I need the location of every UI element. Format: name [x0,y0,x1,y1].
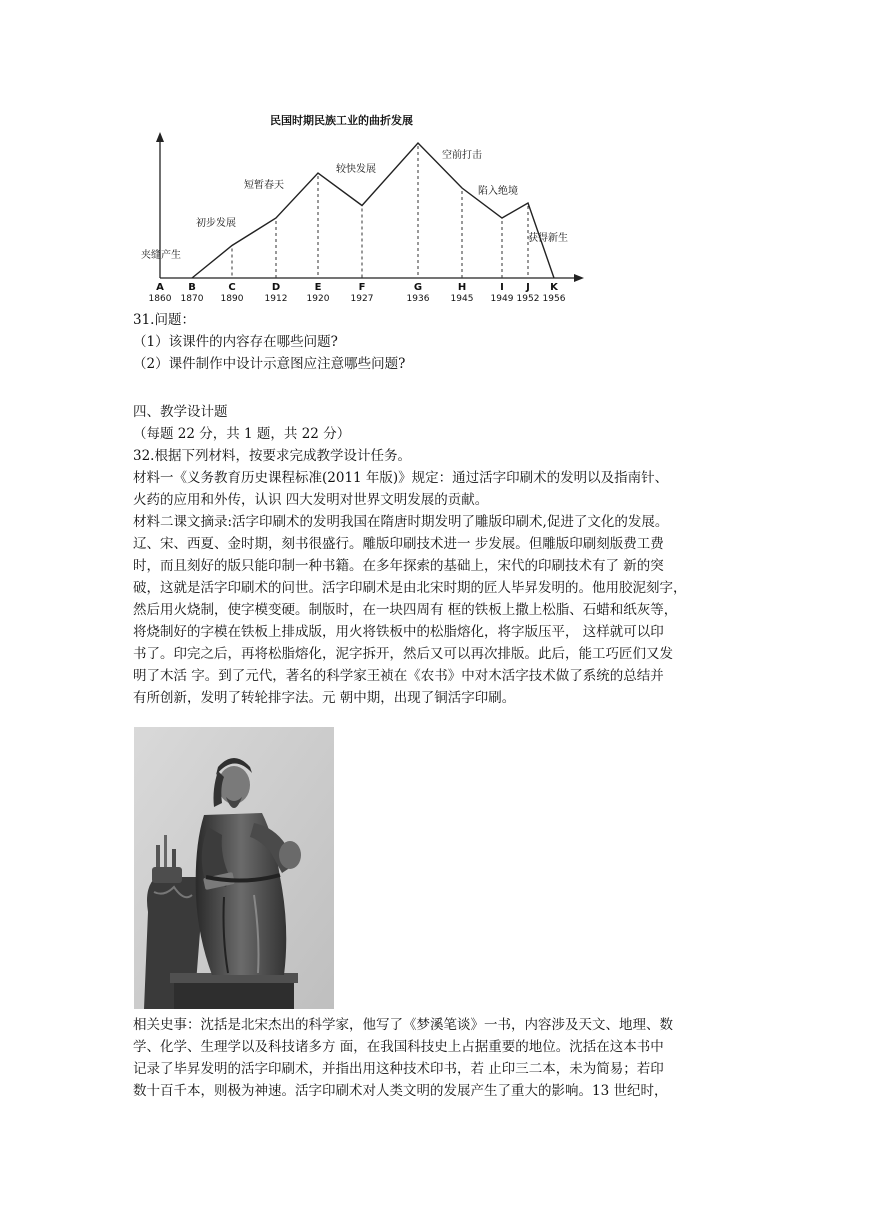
history-line: 相关史事：沈括是北宋杰出的科学家，他写了《梦溪笔谈》一书，内容涉及天文、地理、数 [133,1017,673,1033]
material-1-line: 材料一《义务教育历史课程标准(2011 年版)》规定：通过活字印刷术的发明以及指南针、 [133,470,669,486]
tick-letter-F: F [358,282,366,293]
statue-picture [134,727,334,1009]
tick-year-1927: 1927 [350,294,374,304]
q31-title: 31.问题： [133,312,195,328]
material-2-line: 有所创新，发明了转轮排字法。元 朝中期，出现了铜活字印刷。 [133,690,516,706]
tick-letter-D: D [271,282,281,293]
bi-sheng-statue-image [134,727,334,1009]
annotation-4: 较快发展 [336,164,376,175]
history-line: 数十百千本，则极为神速。活字印刷术对人类文明的发展产生了重大的影响。13 世纪时， [133,1083,668,1099]
material-2-line: 时，而且刻好的版只能印制一种书籍。在多年探索的基础上，宋代的印刷技术有了 新的突 [133,558,664,574]
tick-letter-J: J [526,282,530,293]
tick-year-1956: 1956 [542,294,566,304]
tick-year-1912: 1912 [264,294,288,304]
tick-letter-A: A [156,282,164,293]
tick-letter-B: B [188,282,196,293]
material-2-line: 书了。印完之后，再将松脂熔化，泥字拆开，然后又可以再次排版。此后，能工巧匠们又发 [133,646,673,662]
x-axis-arrow [574,274,584,282]
y-axis-arrow [156,132,164,142]
q31-sub2: （2）课件制作中设计示意图应注意哪些问题? [133,356,406,372]
material-2-line: 辽、宋、西夏、金时期，刻书很盛行。雕版印刷技术进一 步发展。但雕版印刷刻版费工费 [133,536,664,552]
tick-letter-E: E [314,282,322,293]
question-31 [133,309,745,375]
tick-letter-G: G [413,282,423,293]
tick-year-1952: 1952 [516,294,540,304]
tick-year-1860: 1860 [148,294,172,304]
material-2-line: 明了木活 字。到了元代，著名的科学家王祯在《农书》中对木活字技术做了系统的总结并 [133,668,664,684]
material-2-line: 材料二课文摘录:活字印刷术的发明我国在隋唐时期发明了雕版印刷术,促进了文化的发展。 [133,514,669,530]
tick-letter-H: H [457,282,467,293]
tick-year-1945: 1945 [450,294,474,304]
chart-title: 民国时期民族工业的曲折发展 [270,114,413,127]
tick-year-1920: 1920 [306,294,330,304]
tick-letter-K: K [550,282,558,293]
material-2-line: 破，这就是活字印刷术的问世。活字印刷术是由北宋时期的匠人毕昇发明的。他用胶泥刻字， [133,580,687,596]
section-heading: 四、教学设计题 [133,404,228,420]
annotation-3: 短暂春天 [244,180,284,191]
related-history [133,1014,745,1102]
industry-development-chart [141,108,590,304]
tick-letter-C: C [228,282,236,293]
annotation-7: 获得新生 [528,233,568,244]
tick-year-1936: 1936 [406,294,430,304]
q32-prompt: 32.根据下列材料，按要求完成教学设计任务。 [133,448,411,464]
section-score: （每题 22 分，共 1 题，共 22 分） [133,426,351,442]
material-1-line: 火药的应用和外传，认识 四大发明对世界文明发展的贡献。 [133,492,489,508]
material-2-line: 然后用火烧制，使字模变硬。制版时，在一块四周有 框的铁板上撒上松脂、石蜡和纸灰等， [133,602,678,618]
tick-year-1949: 1949 [490,294,514,304]
tick-year-1890: 1890 [220,294,244,304]
history-line: 记录了毕昇发明的活字印刷术，并指出用这种技术印书，若 止印三二本，未为简易；若印 [133,1061,664,1077]
material-2-line: 将烧制好的字模在铁板上排成版，用火将铁板中的松脂熔化，将字版压平， 这样就可以印 [133,624,664,640]
tick-letter-I: I [500,282,504,293]
annotation-1: 夹缝产生 [141,250,181,261]
q31-sub1: （1）该课件的内容存在哪些问题? [133,334,338,350]
annotation-6: 陷入绝境 [478,186,518,197]
section-4 [133,401,745,709]
history-line: 学、化学、生理学以及科技诸多方 面，在我国科技史上占据重要的地位。沈括在这本书中 [133,1039,664,1055]
chart-svg [141,108,590,304]
annotation-5: 空前打击 [442,150,482,161]
annotation-2: 初步发展 [196,218,236,229]
tick-year-1870: 1870 [180,294,204,304]
